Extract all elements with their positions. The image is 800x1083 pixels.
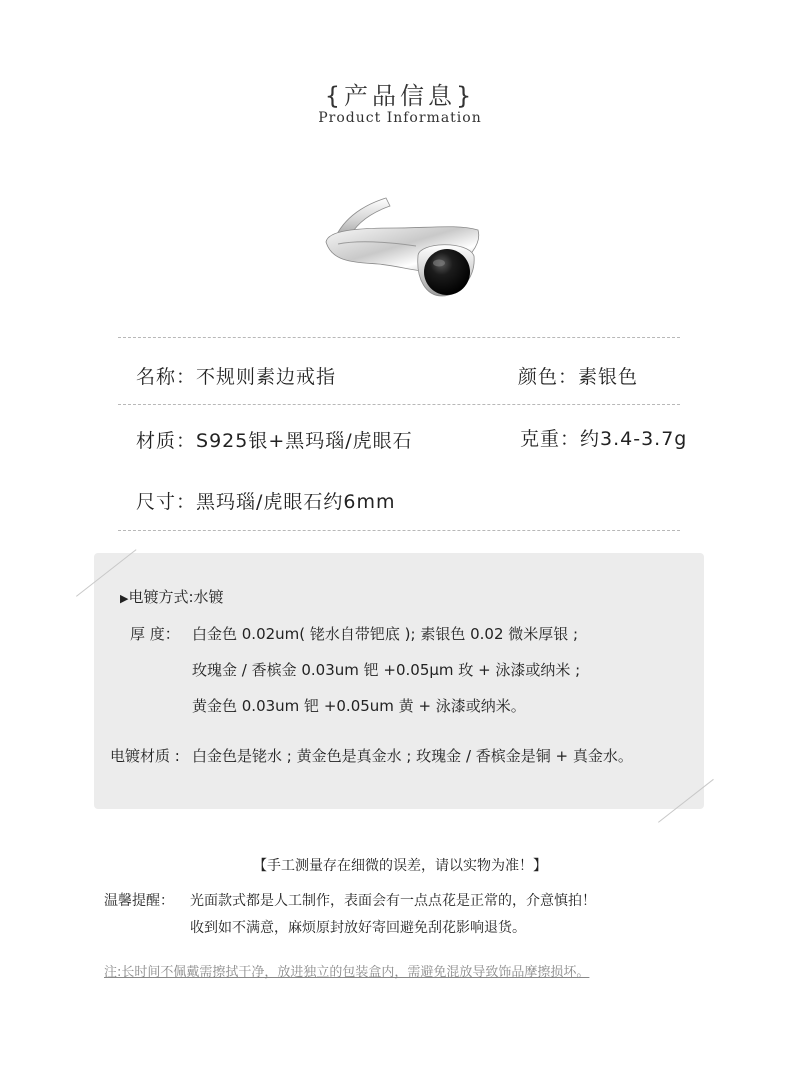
spec-material-label: 材质： <box>136 430 197 452</box>
divider-3 <box>118 530 680 531</box>
care-footnote: 注:长时间不佩戴需擦拭干净，放进独立的包装盒内，需避免混放导致饰品摩擦损坏。 <box>104 965 590 980</box>
spec-color-label: 颜色： <box>518 366 579 388</box>
tip-line-2: 收到如不满意，麻烦原封放好寄回避免刮花影响退货。 <box>190 920 526 936</box>
spec-name-value: 不规则素边戒指 <box>196 366 337 388</box>
plating-heading <box>120 586 224 607</box>
thickness-line-2: 玫瑰金 / 香槟金 0.03um 钯 +0.05μm 玫 + 泳漆或纳米 ; <box>192 661 581 679</box>
spec-material-value: S925银+黑玛瑙/虎眼石 <box>196 430 413 452</box>
spec-material <box>136 426 413 453</box>
tip-label: 温馨提醒： <box>104 893 174 909</box>
thickness-line-1: 白金色 0.02um( 铑水自带钯底 ); 素银色 0.02 微米厚银 ; <box>192 625 579 643</box>
plating-material-label: 电镀材质 : <box>110 747 180 765</box>
spec-weight-value: 约3.4-3.7g <box>580 428 688 450</box>
spec-color <box>518 362 638 389</box>
handmade-notice: 【手工测量存在细微的误差，请以实物为准！】 <box>253 858 547 874</box>
plating-heading-text: 电镀方式:水镀 <box>128 588 224 606</box>
spec-size-value: 黑玛瑙/虎眼石约6mm <box>196 491 396 513</box>
page-title-cn: {产品信息} <box>324 82 476 110</box>
thickness-label: 厚 度： <box>130 625 180 643</box>
page-title-en: Product Information <box>318 110 482 126</box>
thickness-line-3: 黄金色 0.03um 钯 +0.05um 黄 + 泳漆或纳米。 <box>192 697 526 715</box>
ring-product-image <box>318 184 488 319</box>
spec-name <box>136 362 336 389</box>
spec-weight <box>520 424 687 451</box>
spec-name-label: 名称： <box>136 366 197 388</box>
divider-2 <box>118 404 680 405</box>
spec-size <box>136 487 396 514</box>
spec-size-label: 尺寸： <box>136 491 197 513</box>
triangle-bullet-icon: ▶ <box>120 592 129 605</box>
spec-color-value: 素银色 <box>578 366 639 388</box>
plating-material-value: 白金色是铑水 ; 黄金色是真金水 ; 玫瑰金 / 香槟金是铜 + 真金水。 <box>192 747 633 765</box>
divider-1 <box>118 337 680 338</box>
spec-weight-label: 克重： <box>520 428 581 450</box>
tip-line-1: 光面款式都是人工制作，表面会有一点点花是正常的，介意慎拍！ <box>190 893 596 909</box>
